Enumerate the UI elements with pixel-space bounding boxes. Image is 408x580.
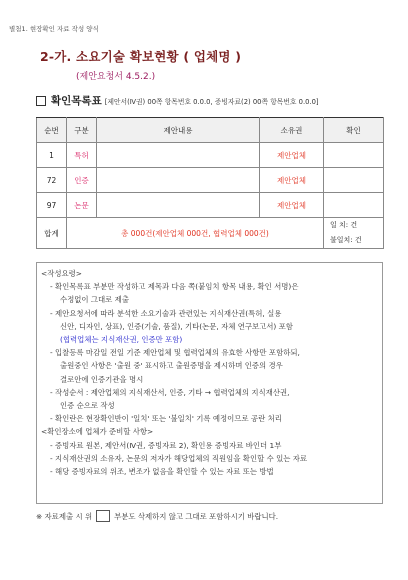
row-number: 1 (37, 143, 67, 168)
guide-line: - 입찰등록 마감일 전일 기준 제안업체 및 협력업체의 유효한 사항만 포함하되, (50, 348, 300, 358)
row-owner: 제안업체 (260, 168, 324, 193)
section-title: 확인목록표 (51, 95, 102, 107)
row-owner: 제안업체 (260, 193, 324, 218)
row-owner: 제안업체 (260, 143, 324, 168)
row-check-cell[interactable] (324, 168, 384, 193)
guide-line: - 제안요청서에 따라 분석한 소요기술과 관련있는 지식재산권(특허, 실용 (50, 308, 282, 318)
checkbox-icon (36, 96, 46, 106)
writing-guide-box (36, 262, 383, 504)
match-summary (324, 218, 384, 249)
guide-line: 신안, 디자인, 상표), 인증(기술, 품질), 기타(논문, 자체 연구보고서) 포함 (60, 321, 293, 331)
guide-line: - 해당 증빙자료의 위조, 변조가 없음을 확인할 수 있는 자료 또는 방법 (50, 467, 274, 477)
total-label: 합계 (37, 218, 67, 249)
guide-line: 인증 순으로 작성 (60, 401, 115, 411)
column-header-owner: 소유권 (260, 118, 324, 143)
match-count: 일 치: 건 (330, 221, 358, 229)
row-category: 특허 (67, 143, 97, 168)
column-header-category: 구분 (67, 118, 97, 143)
row-category: 논문 (67, 193, 97, 218)
confirmation-list-table (36, 117, 384, 249)
section-reference-note: [제안서(Ⅳ권) 00쪽 항목번호 0.0.0, 증빙자료(2) 00쪽 항목번호 0.0.0] (104, 97, 319, 106)
guide-line: - 확인목록표 부분만 작성하고 제목과 다음 쪽(붙임치 항목 내용, 확인 서명)은 (50, 282, 299, 292)
row-check-cell[interactable] (324, 193, 384, 218)
row-content-cell[interactable] (97, 168, 260, 193)
guide-line: - 확인란은 현장확인반이 '일치' 또는 '불일치' 기록 예정이므로 공란 처리 (50, 414, 282, 424)
guide-line: - 지식재산권의 소유자, 논문의 저자가 해당업체의 직원임을 확인할 수 있는 자료 (50, 453, 307, 463)
column-header-check: 확인 (324, 118, 384, 143)
guide-line: (협력업체는 지식재산권, 인증만 포함) (60, 335, 183, 345)
document-attachment-label: 별첨1. 현장확인 자료 작성 양식 (9, 25, 99, 33)
row-category: 인증 (67, 168, 97, 193)
row-content-cell[interactable] (97, 193, 260, 218)
table-row (37, 193, 384, 218)
guide-line: - 증빙자료 원본, 제안서(Ⅳ권, 증빙자료 2), 확인용 증빙자료 바인더 1부 (50, 440, 282, 450)
table-row (37, 143, 384, 168)
section-header (36, 93, 319, 108)
table-row (37, 168, 384, 193)
row-content-cell[interactable] (97, 143, 260, 168)
guide-line: 수정없이 그대로 제출 (60, 295, 129, 305)
mismatch-count: 불일치: 건 (330, 236, 362, 244)
table-total-row (37, 218, 384, 249)
page-title: 2-가. 소요기술 확보현황 ( 업체명 ) (40, 49, 242, 64)
footnote (36, 510, 278, 522)
page-subtitle: (제안요청서 4.5.2.) (76, 72, 156, 82)
guide-line: <확인장소에 업체가 준비할 사항> (41, 427, 154, 437)
guide-line: - 작성순서 : 제안업체의 지식재산서, 인증, 기타 → 협력업체의 지식재산권, (50, 387, 290, 397)
column-header-content: 제안내용 (97, 118, 260, 143)
guide-line: <작성요령> (41, 269, 82, 278)
empty-box-icon (96, 510, 110, 522)
guide-line: 출원중인 사항은 '출원 중' 표시하고 출원증명을 제시하며 인증의 경우 (60, 361, 283, 371)
footnote-text-before: ※ 자료제출 시 위 (36, 511, 93, 521)
footnote-text-after: 부분도 삭제하지 않고 그대로 포함하시기 바랍니다. (114, 511, 279, 521)
row-number: 72 (37, 168, 67, 193)
table-header-row (37, 118, 384, 143)
document-heading (40, 47, 241, 82)
row-number: 97 (37, 193, 67, 218)
total-summary: 총 000건(제안업체 000건, 협력업체 000건) (67, 218, 324, 249)
row-check-cell[interactable] (324, 143, 384, 168)
column-header-number: 순번 (37, 118, 67, 143)
guide-line: 결로안에 인증기관을 명시 (60, 374, 144, 384)
